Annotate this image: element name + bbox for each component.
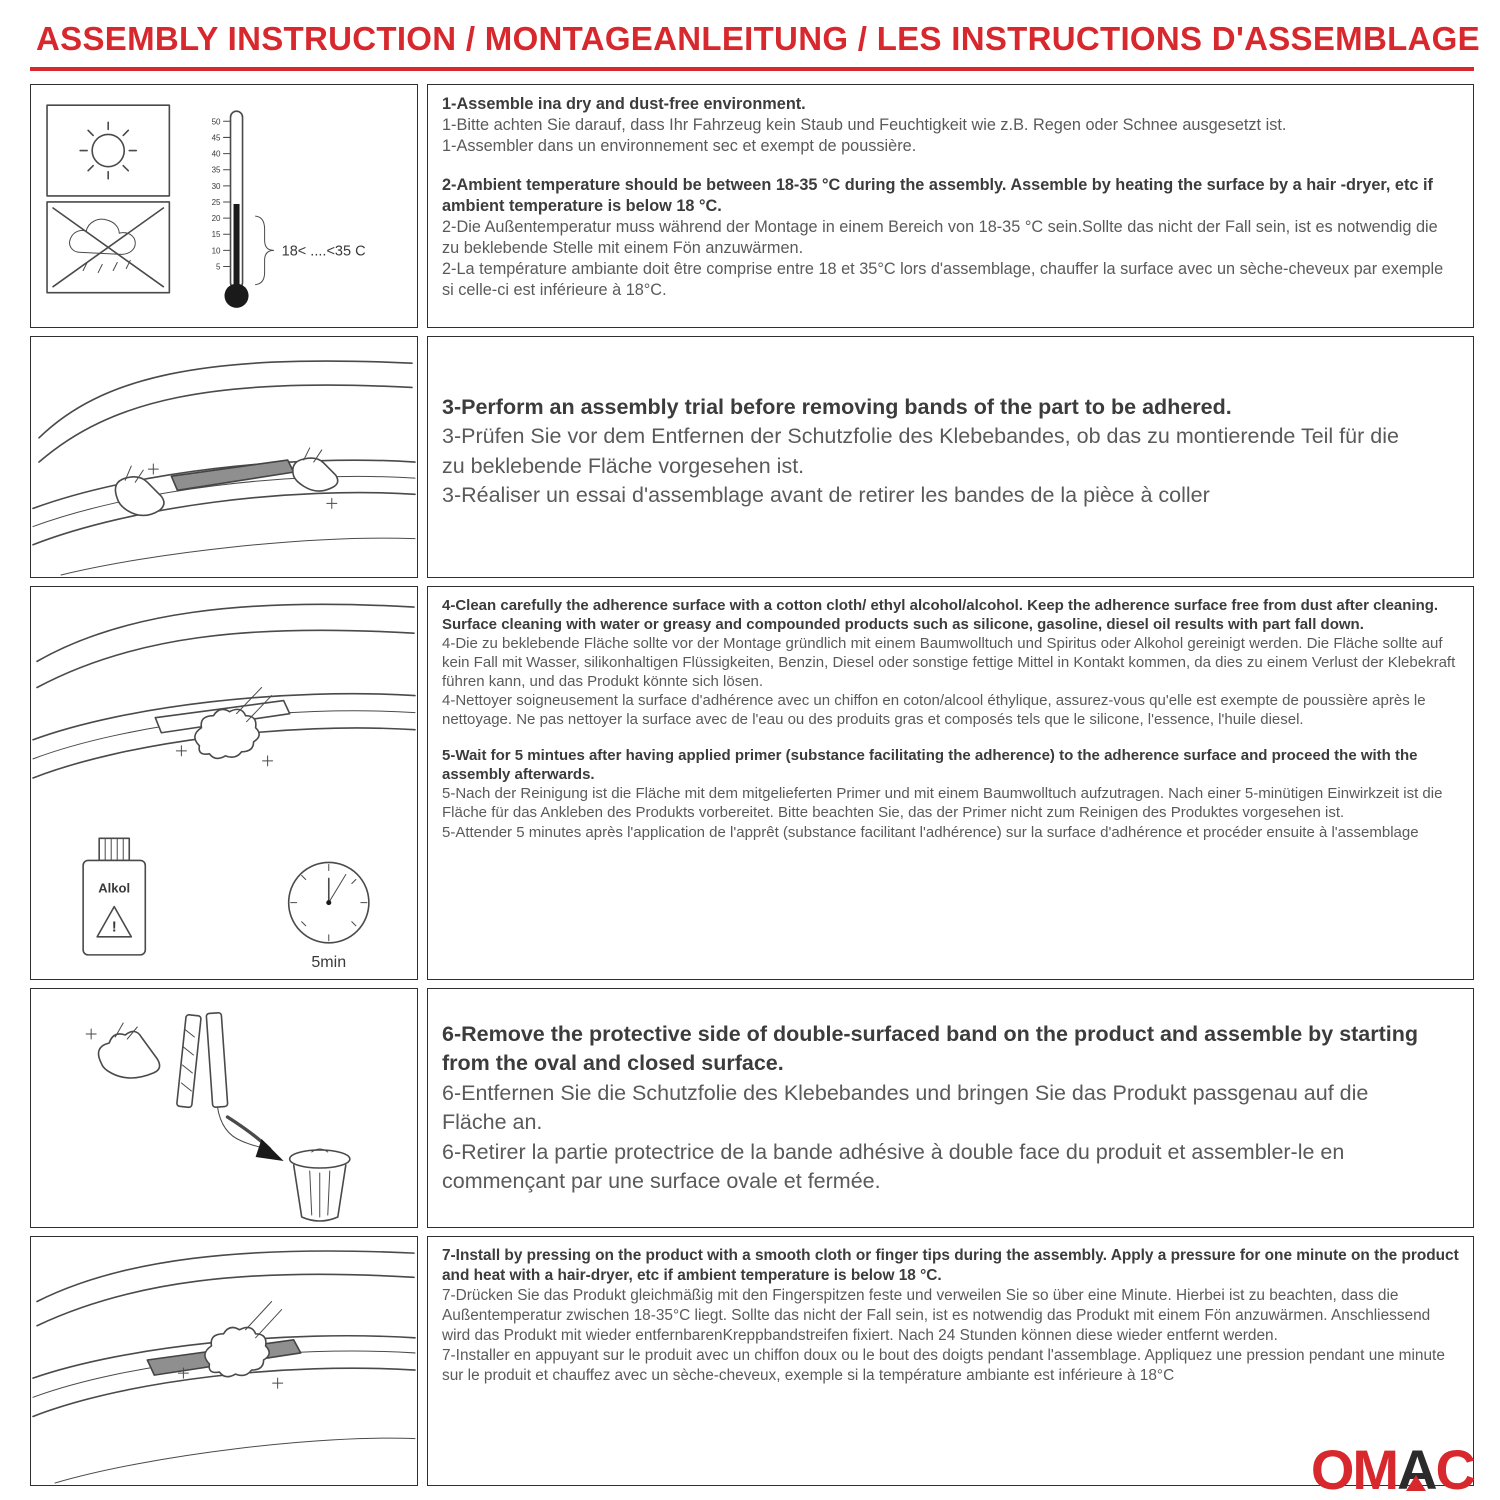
- instruction-row-3: [30, 586, 1474, 980]
- step-paragraph: 3-Perform an assembly trial before removing bands of the part to be adhered.: [442, 395, 1232, 419]
- step-paragraph: 5-Wait for 5 mintues after having applied primer (substance facilitating the adherence) to the adherence surface and proceed the with the assembly afterwards.: [442, 747, 1418, 784]
- tick-label: 50: [211, 117, 221, 127]
- hand-icon: [86, 1023, 159, 1078]
- alcohol-bottle-icon: [83, 838, 145, 955]
- instruction-row-4: [30, 988, 1474, 1228]
- press-install-illustration: [31, 1237, 417, 1485]
- logo-triangle-icon: [1406, 1475, 1426, 1491]
- instruction-row-5: [30, 1236, 1474, 1486]
- step-paragraph: 4-Clean carefully the adherence surface with a cotton cloth/ ethyl alcohol/alcohol. Keep the adherence surface free from dust after cleaning. Surface cleaning with water or greasy and compounded products such as silicone, gasoline, diesel oil results with part fall down.: [442, 597, 1439, 634]
- logo-text-c: C: [1435, 1438, 1474, 1500]
- step-paragraph: 4-Die zu beklebende Fläche sollte vor der Montage gründlich mit einem Baumwolltuch und Spiritus oder Alkohol gereinigt werden. Die Fläche sollte auf kein Fall mit Wasser, silikonhaltigen Flüssigkeiten, Benzin, Diesel oder sonstige fettige Mittel in Kontakt kommen, da dies zu einem Verlust der Klebekraft führen kann, und das Produkt könnte sich lösen.: [442, 635, 1456, 691]
- logo-letter-a-wrap: [1397, 1438, 1436, 1500]
- tick-label: 30: [211, 181, 221, 191]
- title-rule: [30, 67, 1474, 71]
- tick-label: 40: [211, 149, 221, 159]
- clock-label: 5min: [311, 952, 347, 971]
- tick-label: 20: [211, 214, 221, 224]
- range-brace: [256, 216, 274, 285]
- step-paragraph: 2-Die Außentemperatur muss während der Montage in einem Bereich von 18-35 °C sein.Sollte das nicht der Fall sein, ist es notwendig die zu beklebende Stelle mit einem Fön anzuwärmen.: [442, 217, 1438, 258]
- logo-text-a: A: [1397, 1438, 1436, 1500]
- tick-label: 25: [211, 197, 221, 207]
- figure-cleaning: [30, 586, 418, 980]
- left-hand-icon: [115, 466, 163, 515]
- page-title: ASSEMBLY INSTRUCTION / MONTAGEANLEITUNG / LES INSTRUCTIONS D'ASSEMBLAGE: [36, 20, 1480, 57]
- tick-label: 5: [216, 262, 221, 272]
- right-hand-icon: [293, 448, 338, 491]
- step-3-text: [427, 336, 1474, 578]
- step-paragraph: 2-La température ambiante doit être comprise entre 18 et 35°C lors d'assemblage, chauffer la surface avec un sèche-cheveux par exemple si celle-ci est inférieure à 18°C.: [442, 260, 1444, 300]
- tick-label: 35: [211, 165, 221, 175]
- tick-label: 15: [211, 230, 221, 240]
- step-paragraph: 6-Retirer la partie protectrice de la bande adhésive à double face du produit et assembler-le en commençant par une surface ovale et fermée.: [442, 1139, 1345, 1194]
- step-paragraph: 3-Prüfen Sie vor dem Entfernen der Schutzfolie des Klebebandes, ob das zu montierende Teil für die zu beklebende Fläche vorgesehen ist.: [442, 424, 1399, 478]
- tick-label: 45: [211, 133, 221, 143]
- figure-environment: [30, 84, 418, 328]
- thermometer-icon: [212, 111, 366, 308]
- clock-icon: [289, 862, 369, 971]
- step-paragraph: 6-Entfernen Sie die Schutzfolie des Klebebandes und bringen Sie das Produkt passgenau auf die Fläche an.: [442, 1080, 1369, 1135]
- bottle-label: Alkol: [98, 880, 131, 896]
- trial-fit-illustration: [31, 337, 417, 577]
- step-paragraph: 1-Assembler dans un environnement sec et exempt de poussière.: [442, 137, 917, 156]
- instruction-row-1: [30, 84, 1474, 328]
- step-6-text: [427, 988, 1474, 1228]
- figure-trial-fit: [30, 336, 418, 578]
- figure-peel-band: [30, 988, 418, 1228]
- step-paragraph: 7-Install by pressing on the product with a smooth cloth or finger tips during the assembly. Apply a pressure for one minute on the product and heat with a hair-dryer, etc if ambient temperature is below 18 °C.: [442, 1247, 1459, 1285]
- step-paragraph: 1-Bitte achten Sie darauf, dass Ihr Fahrzeug kein Staub und Feuchtigkeit wie z.B. Regen oder Schnee ausgesetzt ist.: [442, 116, 1287, 135]
- sun-icon: [47, 105, 169, 196]
- step-4-5-text: [427, 586, 1474, 980]
- step-paragraph: 7-Drücken Sie das Produkt gleichmäßig mit den Fingerspitzen feste und verweilen Sie so über eine Minute. Hierbei ist zu beachten, dass die Außentemperatur zwischen 18-35°C liegt. Sollte das nicht der Fall sein, ist es notwendig das Produkt mit einem Fön anzuwärmen. Anschliessend wird das Produkt mit wieder entfernbarenKreppbandstreifen fixiert. Nach 24 Stunden können diese wieder entfernt werden.: [442, 1287, 1431, 1345]
- step-paragraph: 6-Remove the protective side of double-surfaced band on the product and assemble by starting from the oval and closed surface.: [442, 1022, 1419, 1076]
- trash-can-icon: [290, 1149, 350, 1221]
- step-1-2-text: [427, 84, 1474, 328]
- omac-logo: [1310, 1438, 1474, 1500]
- figure-press-install: [30, 1236, 418, 1486]
- cleaning-illustration: [31, 587, 417, 979]
- step-paragraph: 4-Nettoyer soigneusement la surface d'adhérence avec un chiffon en coton/alcool éthylique, assurez-vous qu'elle est exempte de poussière après le nettoyage. Ne pas nettoyer la surface avec de l'eau ou des produits gras et composés tels que le silicone, l'essence, l'huile diesel.: [442, 692, 1426, 729]
- logo-text-om: OM: [1310, 1438, 1398, 1500]
- peel-band-illustration: [31, 989, 417, 1227]
- step-paragraph: 2-Ambient temperature should be between 18-35 °C during the assembly. Assemble by heating the surface by a hair -dryer, etc if ambient temperature is below 18 °C.: [442, 175, 1433, 215]
- adhesive-strips-icon: [177, 1013, 270, 1149]
- step-paragraph: 7-Installer en appuyant sur le produit avec un chiffon doux ou le bout des doigts pendant l'assemblage. Appliquez une pression pendant une minute sur le produit et chauffez avec un sèche-cheveux, exemple si la température ambiante est inférieure à 18°C: [442, 1347, 1445, 1385]
- step-paragraph: 1-Assemble ina dry and dust-free environment.: [442, 95, 806, 113]
- tick-label: 10: [211, 246, 221, 256]
- door-sill-trim: [171, 460, 293, 490]
- no-rain-icon: [47, 202, 169, 293]
- step-paragraph: 5-Attender 5 minutes après l'application de l'apprêt (substance facilitant l'adhérence) sur la surface d'adhérence et procéder ensuite à l'assemblage: [442, 823, 1419, 841]
- temperature-range-label: 18< ....<35 C: [281, 243, 366, 260]
- warning-exclamation: !: [111, 918, 117, 936]
- instruction-row-2: [30, 336, 1474, 578]
- step-paragraph: 3-Réaliser un essai d'assemblage avant de retirer les bandes de la pièce à coller: [442, 483, 1210, 508]
- step-paragraph: 5-Nach der Reinigung ist die Fläche mit dem mitgelieferten Primer und mit einem Baumwolltuch aufzutragen. Nach einer 5-minütigen Einwirkzeit ist die Fläche für das Ankleben des Produkts vorbereitet. Bitte beachten Sie, das der Primer nicht zum Reinigen des Produktes vorgesehen ist.: [442, 785, 1443, 822]
- environment-illustration: [31, 85, 417, 327]
